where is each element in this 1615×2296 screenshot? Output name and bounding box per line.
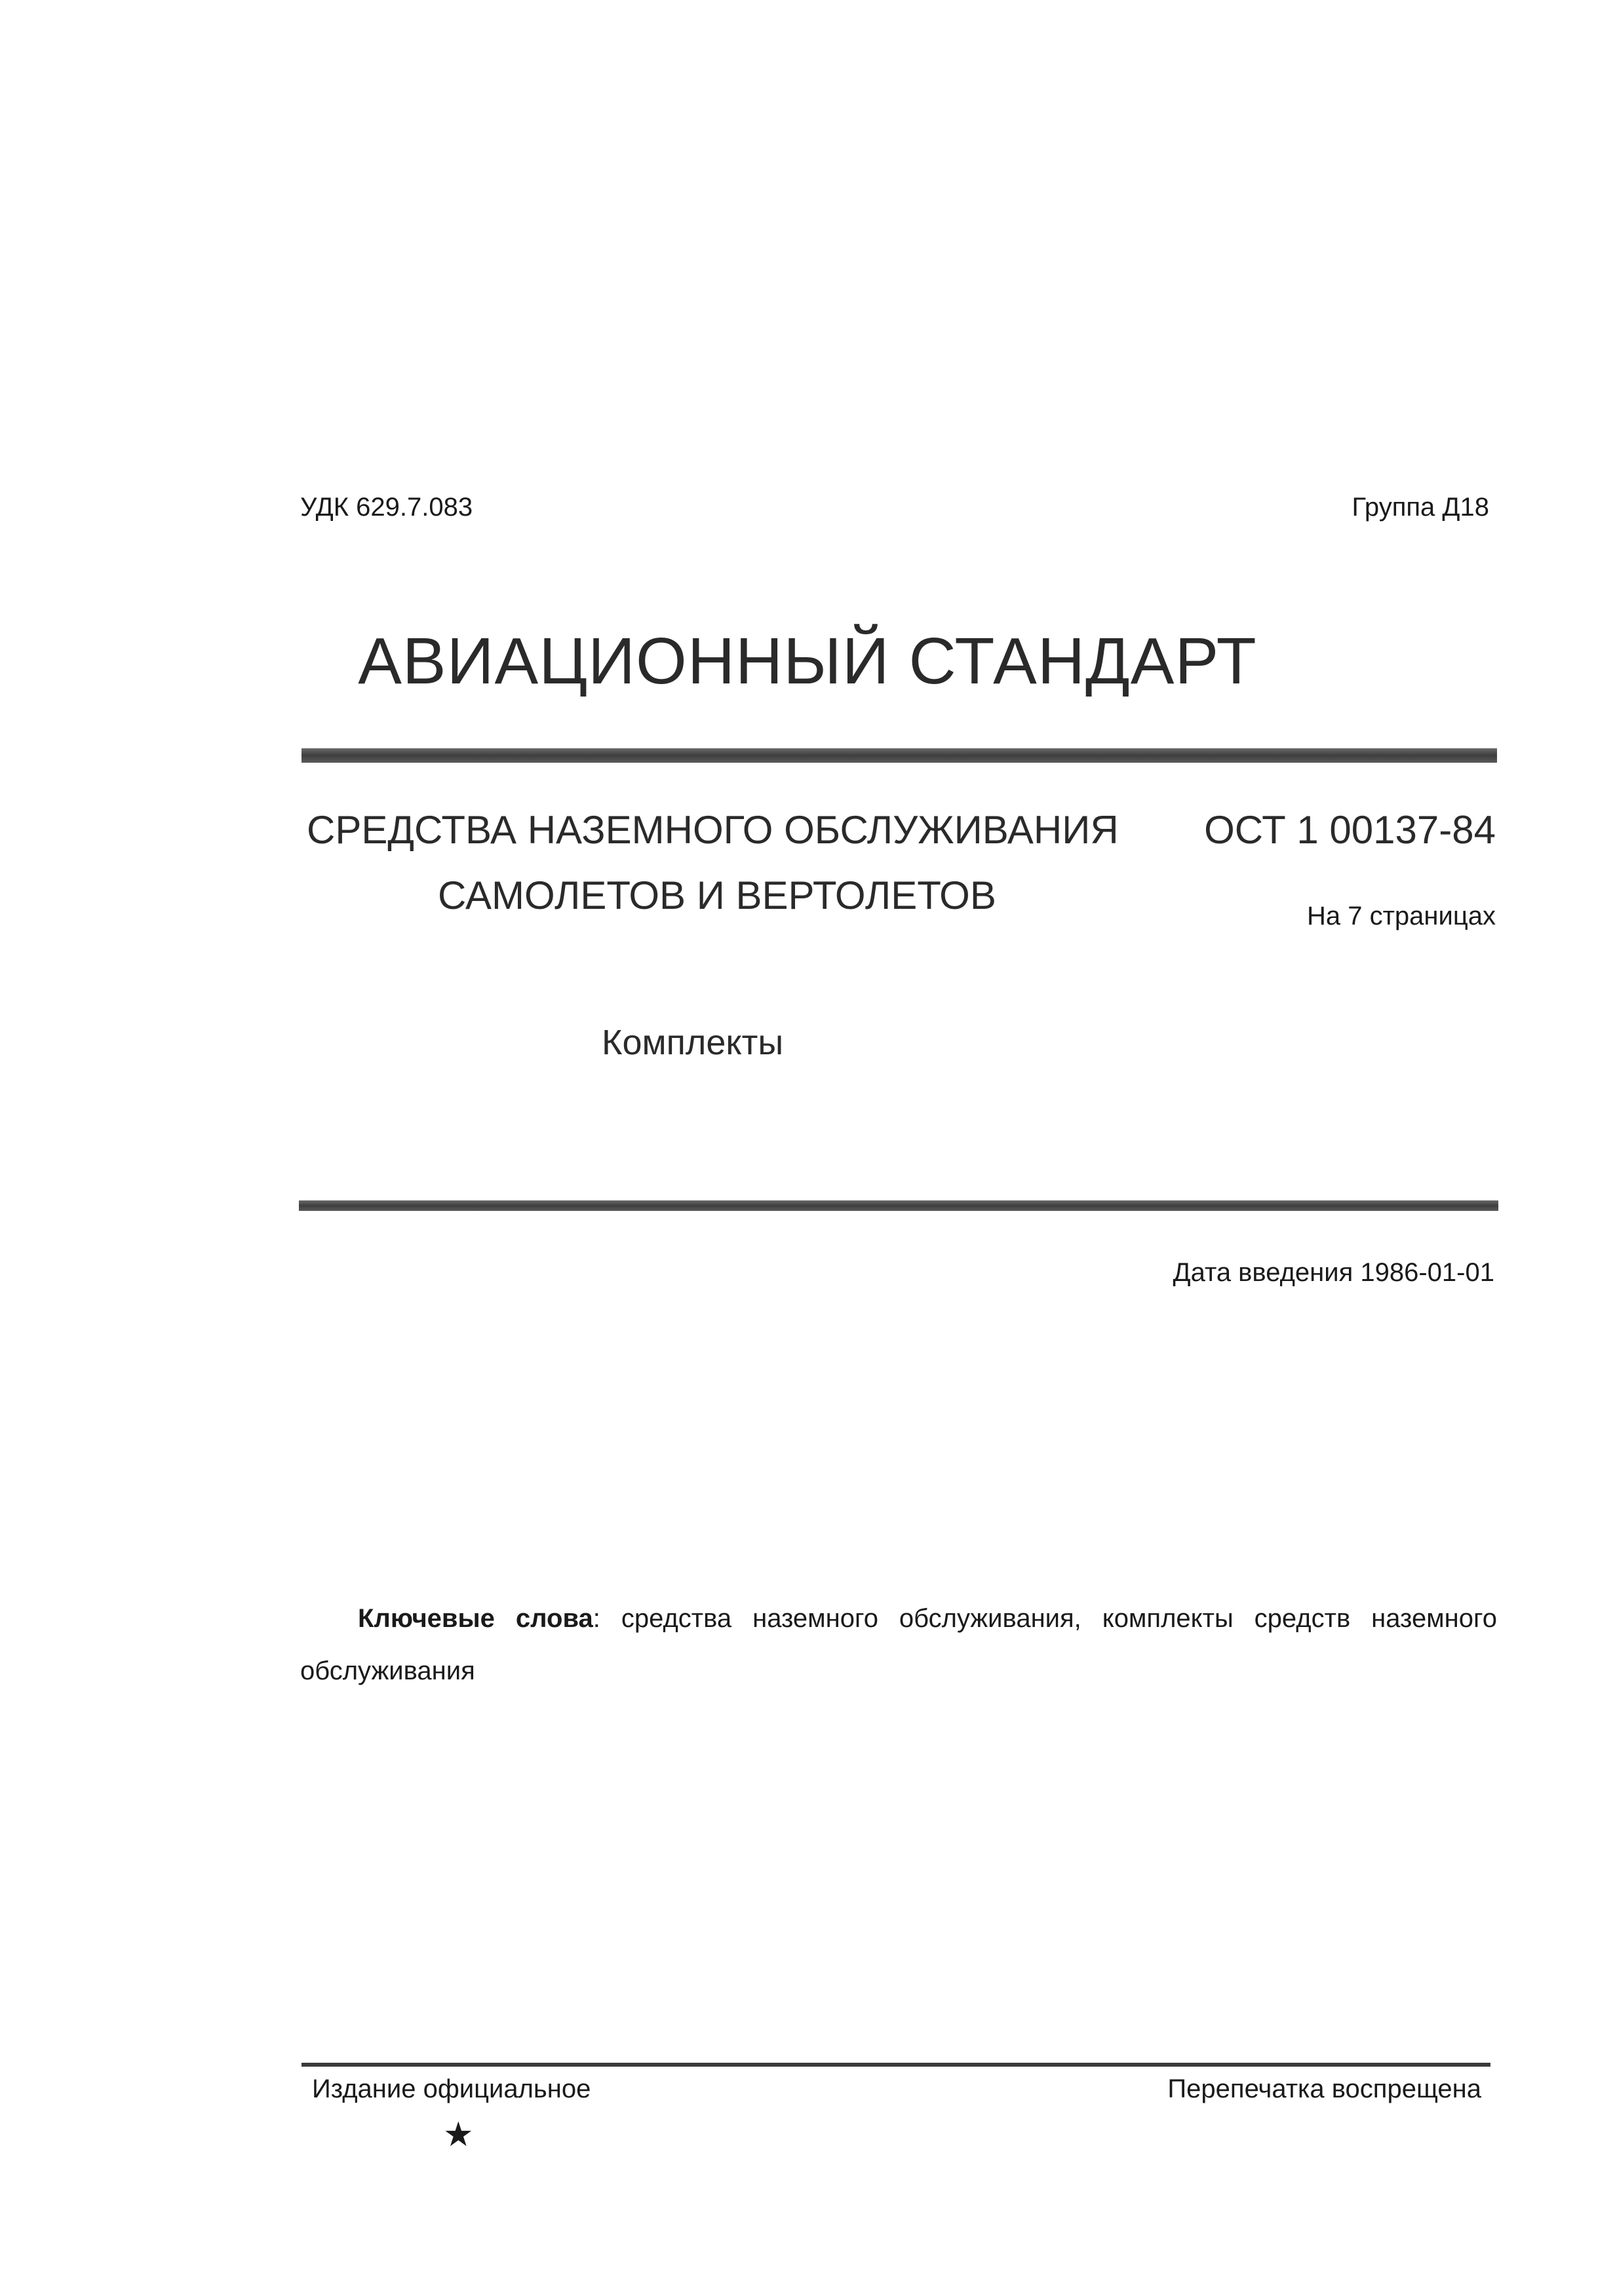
keywords-label: Ключевые слова — [358, 1604, 593, 1633]
udk-code: УДК 629.7.083 — [300, 493, 473, 522]
reprint-prohibited-note: Перепечатка воспрещена — [1167, 2075, 1481, 2103]
subject-line-2: САМОЛЕТОВ И ВЕРТОЛЕТОВ — [438, 873, 996, 917]
standard-code: ОСТ 1 00137-84 — [1204, 808, 1496, 852]
group-code: Группа Д18 — [1352, 493, 1489, 522]
keywords-text: : средства наземного обслуживания, комплекты средств наземного обслуживания — [300, 1604, 1497, 1685]
footer-divider — [302, 2063, 1490, 2067]
star-icon: ★ — [443, 2116, 474, 2154]
official-edition-note: Издание официальное — [312, 2075, 591, 2103]
top-divider — [302, 748, 1497, 763]
page-count: На 7 страницах — [1306, 902, 1496, 930]
document-title: АВИАЦИОННЫЙ СТАНДАРТ — [358, 624, 1257, 698]
middle-divider — [299, 1200, 1498, 1211]
introduction-date: Дата введения 1986-01-01 — [1173, 1258, 1494, 1287]
keywords-paragraph — [300, 1592, 1497, 1697]
subject-line-1: СРЕДСТВА НАЗЕМНОГО ОБСЛУЖИВАНИЯ — [307, 808, 1119, 852]
document-subtitle: Комплекты — [602, 1023, 784, 1062]
